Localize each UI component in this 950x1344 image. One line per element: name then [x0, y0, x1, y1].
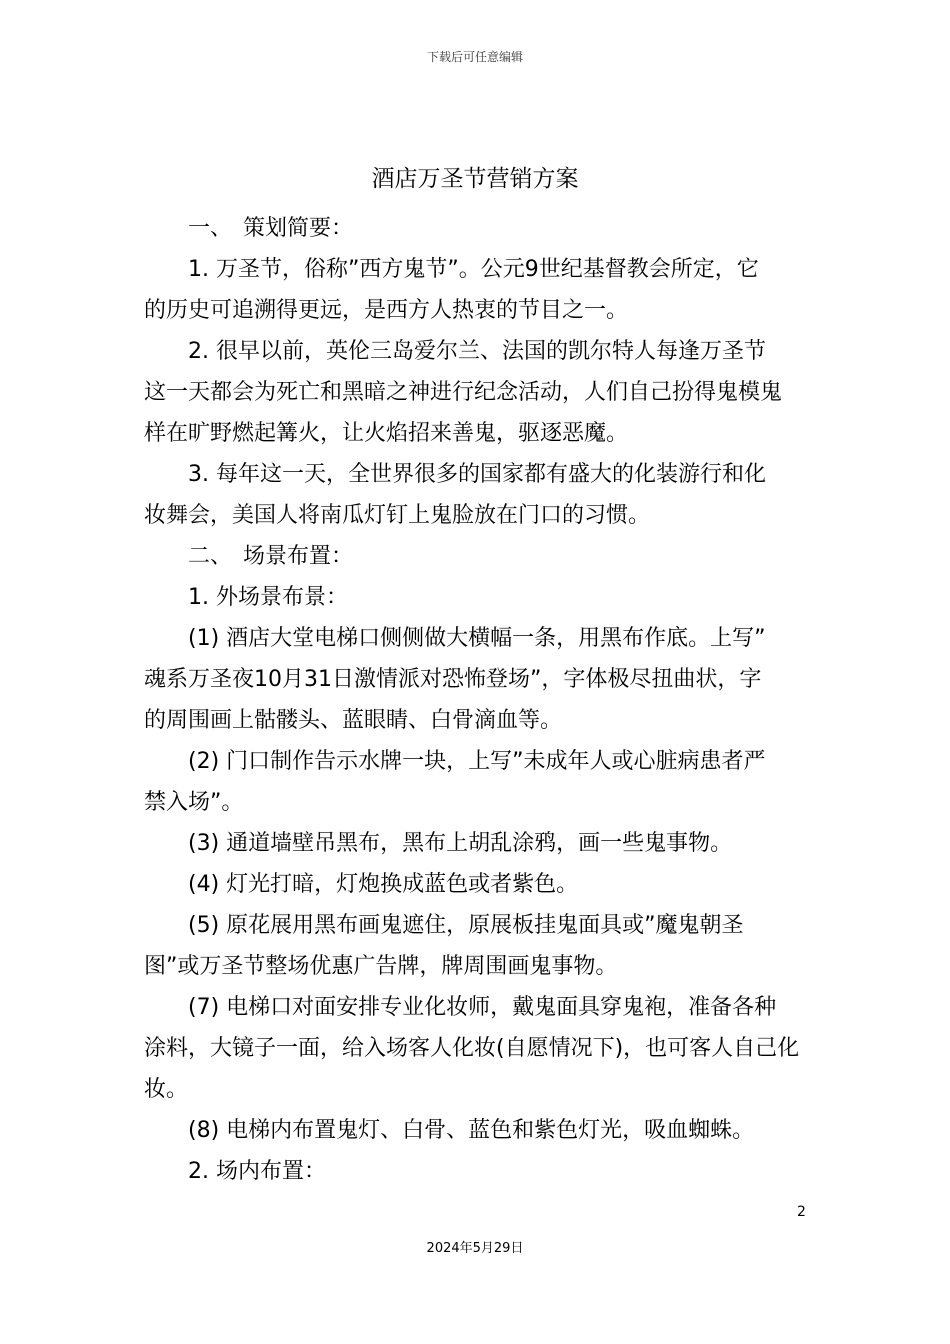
body-line: 禁入场”。 [144, 790, 244, 815]
footer-date: 2024年5月29日 [426, 1241, 524, 1256]
body-line: 2. 很早以前，英伦三岛爱尔兰、法国的凯尔特人每逢万圣节 [144, 339, 766, 364]
body-line: (7) 电梯口对面安排专业化妆师，戴鬼面具穿鬼袍，准备各种 [144, 995, 777, 1020]
body-line: 一、 策划简要： [144, 216, 354, 241]
body-line: 二、 场景布置： [144, 544, 354, 569]
body-line: 涂料，大镜子一面，给入场客人化妆(自愿情况下)，也可客人自己化 [144, 1036, 800, 1061]
body-line: 妆。 [144, 1077, 189, 1102]
body-line: 魂系万圣夜10月31日激情派对恐怖登场”，字体极尽扭曲状，字 [144, 667, 762, 692]
body-line: (2) 门口制作告示水牌一块，上写”未成年人或心脏病患者严 [144, 749, 766, 774]
body-line: 的历史可追溯得更远，是西方人热衷的节目之一。 [144, 298, 629, 323]
body-line: (5) 原花展用黑布画鬼遮住，原展板挂鬼面具或”魔鬼朝圣 [144, 913, 744, 938]
body-line: 3. 每年这一天，全世界很多的国家都有盛大的化装游行和化 [144, 462, 766, 487]
body-line: 图”或万圣节整场优惠广告牌，牌周围画鬼事物。 [144, 954, 618, 979]
body-line: (8) 电梯内布置鬼灯、白骨、蓝色和紫色灯光，吸血蜘蛛。 [144, 1118, 755, 1143]
body-line: 的周围画上骷髅头、蓝眼睛、白骨滴血等。 [144, 708, 563, 733]
document-title: 酒店万圣节营销方案 [371, 166, 579, 192]
header-note: 下载后可任意编辑 [426, 50, 523, 64]
document-body [144, 208, 810, 1192]
body-line: 妆舞会，美国人将南瓜灯钉上鬼脸放在门口的习惯。 [144, 503, 651, 528]
body-line: 2. 场内布置： [144, 1159, 326, 1184]
body-line: (1) 酒店大堂电梯口侧侧做大横幅一条，用黑布作底。上写” [144, 626, 766, 651]
page-number: 2 [797, 1204, 806, 1220]
body-line: 样在旷野燃起篝火，让火焰招来善鬼，驱逐恶魔。 [144, 421, 629, 446]
body-line: 1. 万圣节，俗称”西方鬼节”。公元9世纪基督教会所定，它 [144, 257, 759, 282]
body-line: 这一天都会为死亡和黑暗之神进行纪念活动，人们自己扮得鬼模鬼 [144, 380, 783, 405]
body-line: 1. 外场景布景： [144, 585, 348, 610]
body-line: (4) 灯光打暗，灯炮换成蓝色或者紫色。 [144, 872, 579, 897]
body-line: (3) 通道墙壁吊黑布，黑布上胡乱涂鸦，画一些鬼事物。 [144, 831, 733, 856]
